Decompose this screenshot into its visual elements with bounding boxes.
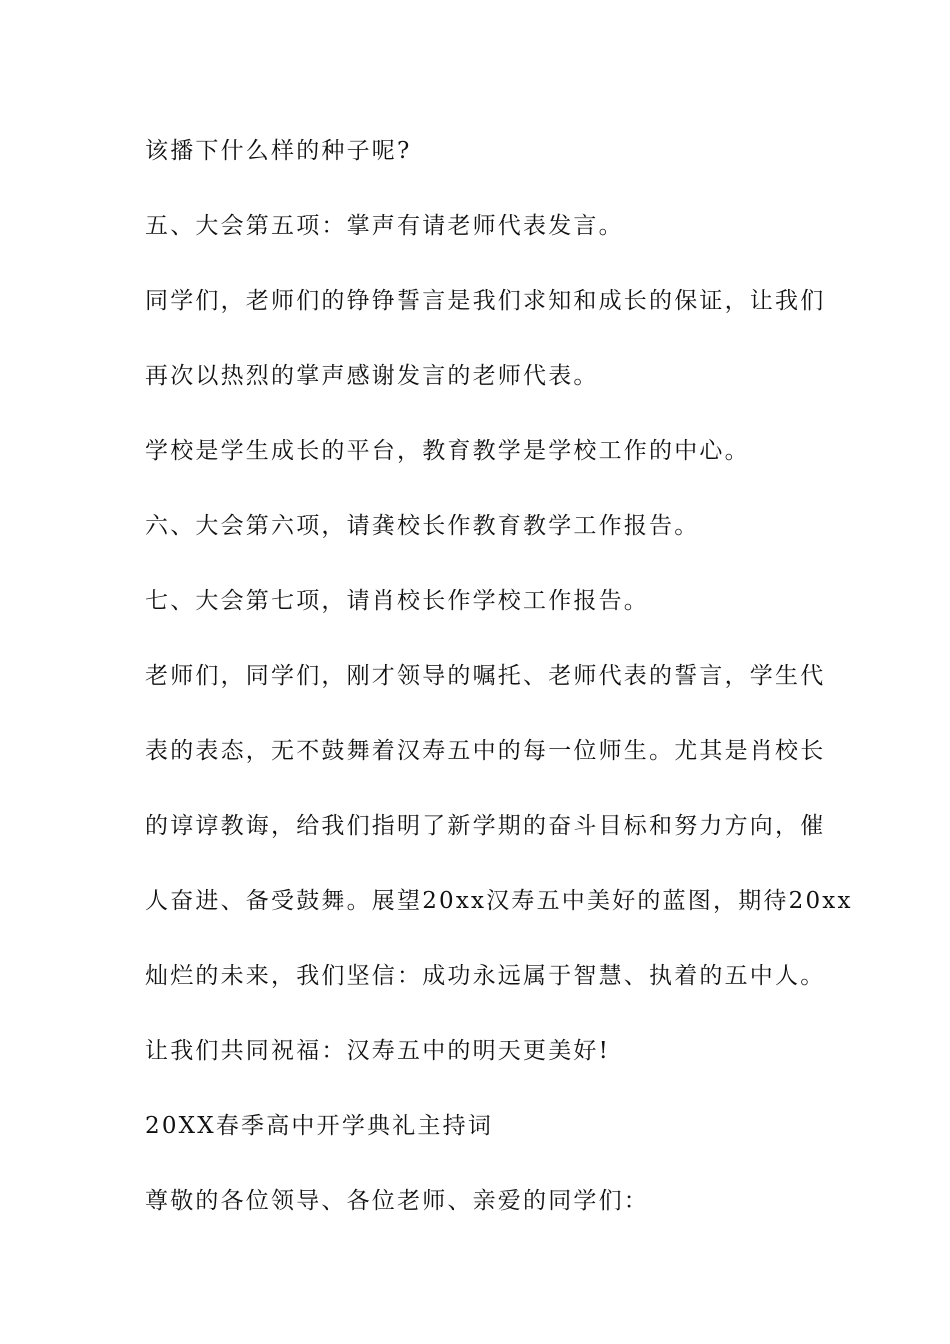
text-line: 人奋进、备受鼓舞。展望20xx汉寿五中美好的蓝图，期待20xx [145, 888, 853, 914]
text-line: 的谆谆教诲，给我们指明了新学期的奋斗目标和努力方向，催 [145, 813, 826, 839]
text-line: 同学们，老师们的铮铮誓言是我们求知和成长的保证，让我们 [145, 288, 826, 314]
text-line: 表的表态，无不鼓舞着汉寿五中的每一位师生。尤其是肖校长 [145, 738, 826, 764]
text-line: 再次以热烈的掌声感谢发言的老师代表。 [145, 363, 599, 389]
text-line: 该播下什么样的种子呢? [145, 138, 412, 164]
text-line: 尊敬的各位领导、各位老师、亲爱的同学们： [145, 1188, 649, 1214]
text-line: 学校是学生成长的平台，教育教学是学校工作的中心。 [145, 438, 750, 464]
text-line: 让我们共同祝福：汉寿五中的明天更美好! [145, 1038, 611, 1064]
text-line: 老师们，同学们，刚才领导的嘱托、老师代表的誓言，学生代 [145, 663, 826, 689]
text-line: 五、大会第五项：掌声有请老师代表发言。 [145, 213, 624, 239]
text-line: 六、大会第六项，请龚校长作教育教学工作报告。 [145, 513, 700, 539]
text-line: 灿烂的未来，我们坚信：成功永远属于智慧、执着的五中人。 [145, 963, 826, 989]
section-heading: 20XX春季高中开学典礼主持词 [145, 1113, 494, 1139]
text-line: 七、大会第七项，请肖校长作学校工作报告。 [145, 588, 649, 614]
